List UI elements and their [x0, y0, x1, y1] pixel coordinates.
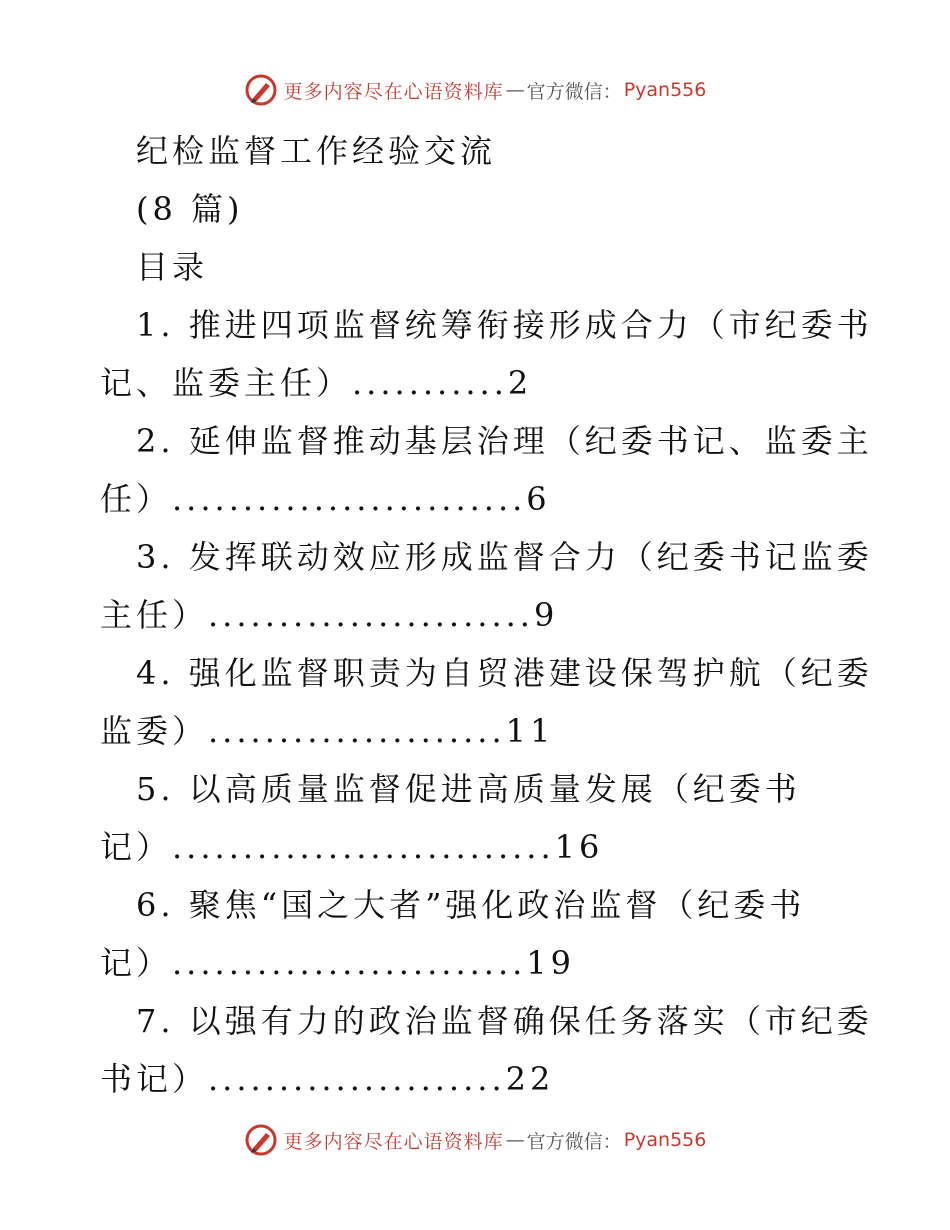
toc-entry-line2: 主任）.......................9 [100, 596, 559, 634]
toc-heading: 目录 [136, 248, 209, 286]
watermark-main-text: 更多内容尽在心语资料库 [283, 80, 504, 103]
toc-entry [100, 644, 873, 760]
toc-entry-line1: 3. 发挥联动效应形成监督合力（纪委书记监委 [136, 538, 873, 576]
toc-entry-line1: 1. 推进四项监督统筹衔接形成合力（市纪委书 [136, 306, 873, 344]
watermark-separator: — [505, 1129, 525, 1151]
toc-entry-line2: 记、监委主任）...........2 [100, 364, 533, 402]
header-watermark [0, 70, 950, 110]
watermark-label: 官方微信： [526, 1130, 622, 1153]
toc-entry [100, 412, 873, 528]
toc-entry-line1: 7. 以强有力的政治监督确保任务落实（市纪委 [136, 1002, 873, 1040]
toc-entry-line2: 任）.........................6 [100, 480, 551, 518]
toc-entry-line1: 6. 聚焦“国之大者”强化政治监督（纪委书 [136, 886, 806, 924]
toc-entry-line1: 2. 延伸监督推动基层治理（纪委书记、监委主 [136, 422, 873, 460]
toc-entry-line1: 4. 强化监督职责为自贸港建设保驾护航（纪委 [136, 654, 873, 692]
toc-entry-line2: 记）...........................16 [100, 828, 604, 866]
toc-entry [100, 296, 873, 412]
pen-logo-icon [244, 73, 278, 107]
document-title: 纪检监督工作经验交流 [136, 132, 497, 170]
toc-entry [100, 992, 873, 1108]
toc-entry [100, 528, 873, 644]
toc-entry-line2: 书记）.....................22 [100, 1060, 555, 1098]
footer-watermark [0, 1120, 950, 1160]
watermark-label: 官方微信： [526, 80, 622, 103]
watermark-separator: — [505, 79, 525, 101]
watermark-main-text: 更多内容尽在心语资料库 [283, 1130, 504, 1153]
pen-logo-icon [244, 1123, 278, 1157]
toc-entry-line1: 5. 以高质量监督促进高质量发展（纪委书 [136, 770, 801, 808]
toc-entry-line2: 记）.........................19 [100, 944, 576, 982]
document-body [100, 122, 873, 1108]
watermark-brand: Pyan556 [623, 79, 707, 101]
toc-entry-line2: 监委）.....................11 [100, 712, 555, 750]
toc-entry [100, 760, 845, 876]
toc-entry [100, 876, 845, 992]
document-count: (8 篇) [136, 190, 244, 228]
watermark-brand: Pyan556 [623, 1129, 707, 1151]
